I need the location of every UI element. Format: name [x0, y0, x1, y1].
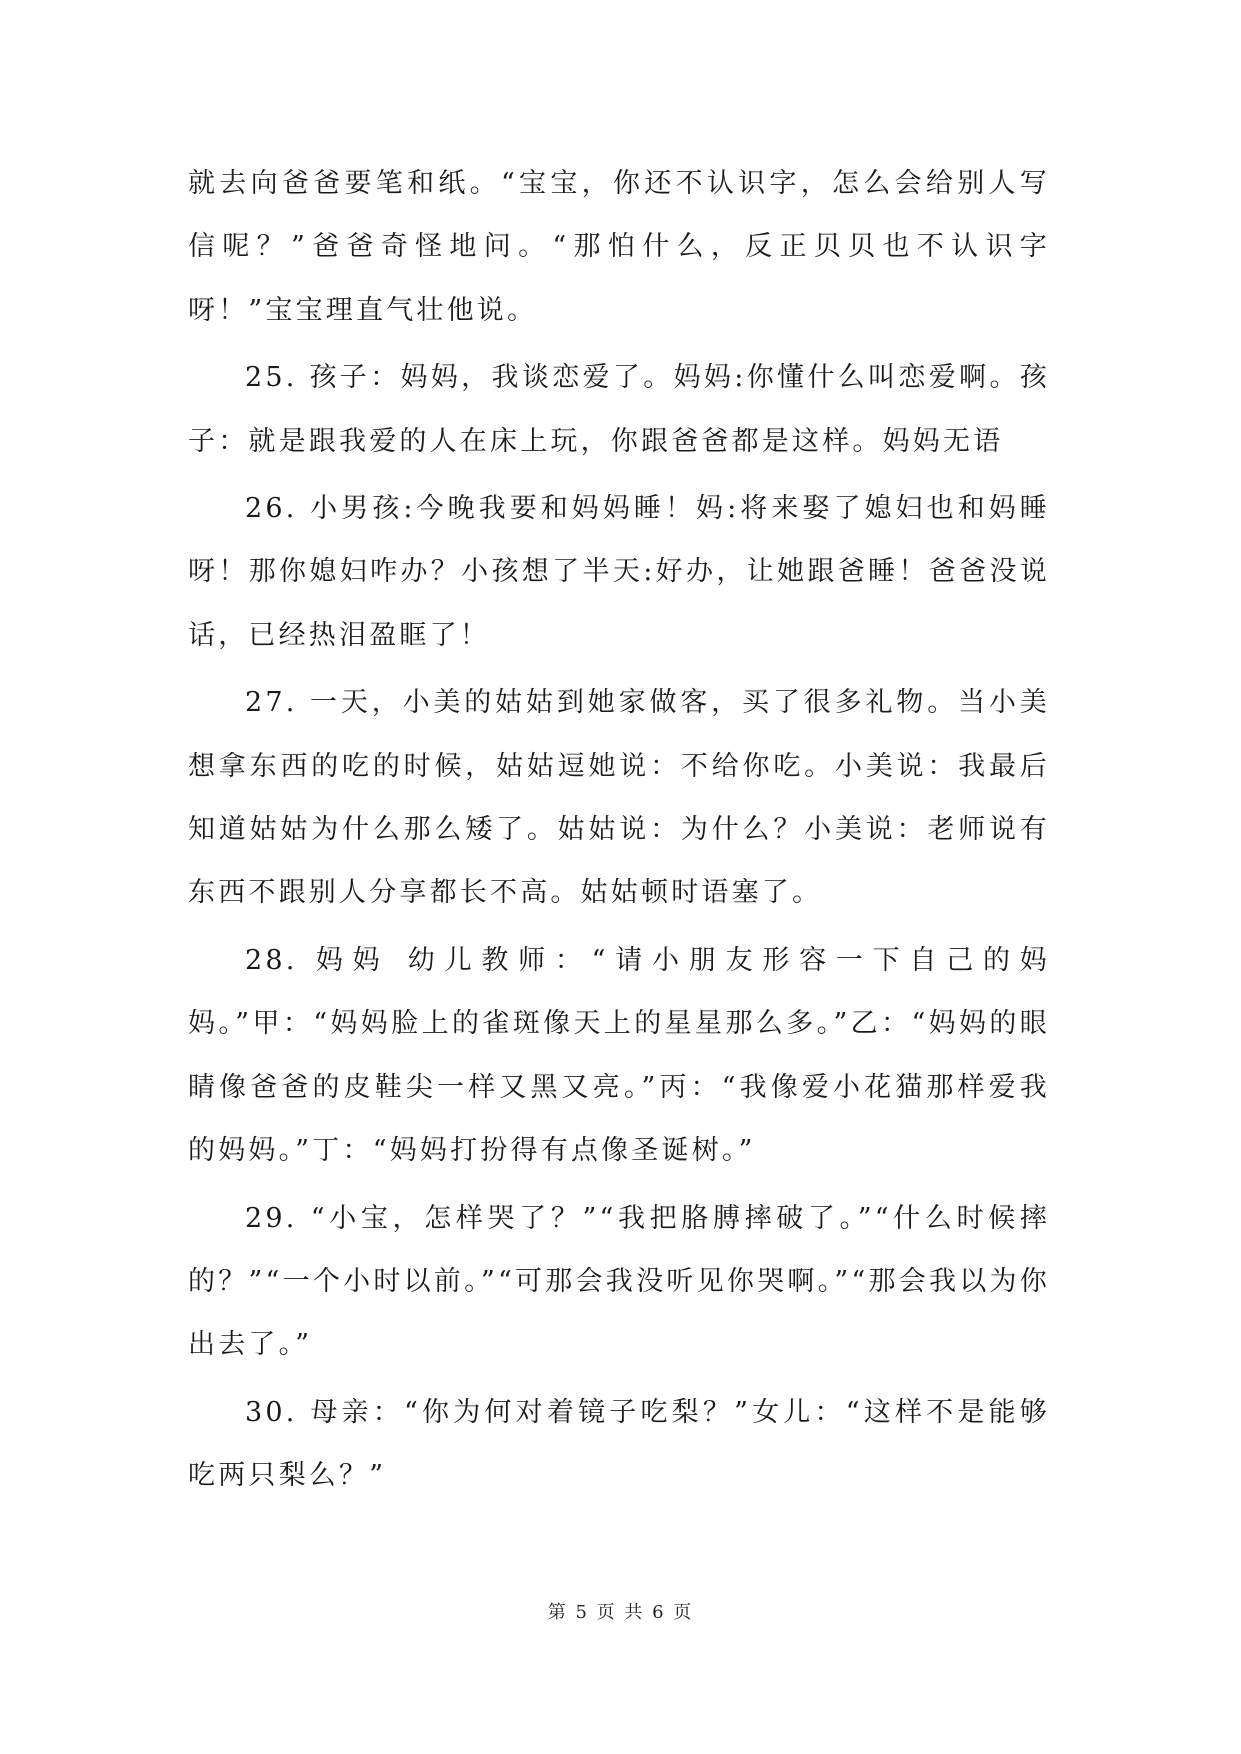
document-body [188, 152, 1050, 1512]
paragraph-joke-30: 30. 母亲：“你为何对着镜子吃梨？”女儿：“这样不是能够吃两只梨么？” [188, 1396, 1050, 1492]
paragraph-joke-25: 25. 孩子：妈妈，我谈恋爱了。妈妈:你懂什么叫恋爱啊。孩子：就是跟我爱的人在床上玩，你跟爸爸都是这样。妈妈无语 [188, 362, 1050, 457]
paragraph-joke-26: 26. 小男孩:今晚我要和妈妈睡！妈:将来娶了媳妇也和妈睡呀！那你媳妇咋办？小孩想了半天:好办，让她跟爸睡！爸爸没说话，已经热泪盈眶了！ [188, 493, 1050, 651]
paragraph-continuation: 就去向爸爸要笔和纸。“宝宝，你还不认识字，怎么会给别人写信呢？”爸爸奇怪地问。“那怕什么，反正贝贝也不认识字呀！”宝宝理直气壮他说。 [188, 168, 1050, 326]
paragraph-joke-28: 28. 妈妈 幼儿教师：“请小朋友形容一下自己的妈妈。”甲：“妈妈脸上的雀斑像天上的星星那么多。”乙：“妈妈的眼睛像爸爸的皮鞋尖一样又黑又亮。”丙：“我像爱小花猫那样爱我的妈妈。”丁：“妈妈打扮得有点像圣诞树。” [188, 944, 1050, 1167]
page-number-label: 第 5 页 共 6 页 [547, 1602, 694, 1623]
paragraph-joke-29: 29. “小宝，怎样哭了？”“我把胳膊摔破了。”“什么时候摔的？”“一个小时以前。”“可那会我没听见你哭啊。”“那会我以为你出去了。” [188, 1202, 1050, 1361]
page-footer [0, 1598, 1241, 1624]
paragraph-joke-27: 27. 一天，小美的姑姑到她家做客，买了很多礼物。当小美想拿东西的吃的时候，姑姑逗她说：不给你吃。小美说：我最后知道姑姑为什么那么矮了。姑姑说：为什么？小美说：老师说有东西不跟别人分享都长不高。姑姑顿时语塞了。 [188, 687, 1050, 909]
